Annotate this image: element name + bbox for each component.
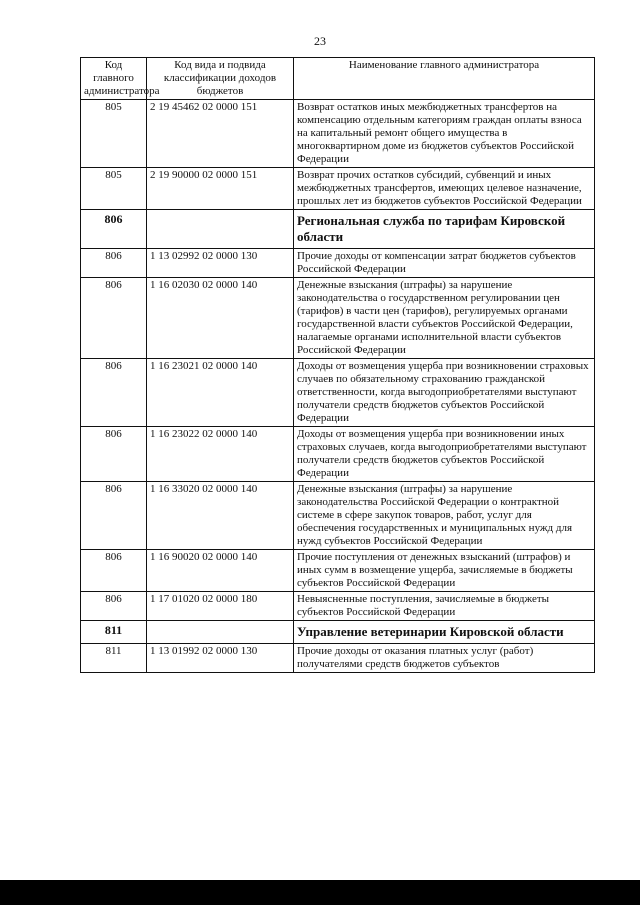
- table-header-row: [81, 58, 595, 100]
- page-number: 23: [314, 34, 326, 48]
- admin-code-cell: 806: [81, 278, 147, 359]
- table-row: [81, 359, 595, 427]
- admin-name-cell: Доходы от возмещения ущерба при возникновении иных страховых случаев, когда выгодоприобретателями выступают получатели средств бюджетов субъектов Российской Федерации: [294, 427, 595, 482]
- table-row: [81, 249, 595, 278]
- section-revenue-code: [147, 621, 294, 644]
- table-row: [81, 550, 595, 592]
- admin-name-cell: Прочие доходы от оказания платных услуг (работ) получателями средств бюджетов субъектов: [294, 644, 595, 673]
- admin-code-cell: 811: [81, 644, 147, 673]
- revenue-classification-table: [80, 57, 595, 673]
- revenue-code-cell: 1 17 01020 02 0000 180: [147, 592, 294, 621]
- admin-name-cell: Прочие доходы от компенсации затрат бюджетов субъектов Российской Федерации: [294, 249, 595, 278]
- admin-name-cell: Возврат прочих остатков субсидий, субвенций и иных межбюджетных трансфертов, имеющих целевое назначение, прошлых лет из бюджетов субъектов Российской Федерации: [294, 168, 595, 210]
- section-admin-name: Управление ветеринарии Кировской области: [294, 621, 595, 644]
- table-row: [81, 482, 595, 550]
- header-admin-code: Код главного администратора: [81, 58, 147, 100]
- table-row: [81, 644, 595, 673]
- revenue-code-cell: 2 19 45462 02 0000 151: [147, 100, 294, 168]
- table-row: [81, 592, 595, 621]
- section-admin-code: 806: [81, 210, 147, 249]
- revenue-code-cell: 1 13 02992 02 0000 130: [147, 249, 294, 278]
- revenue-code-cell: 1 16 23022 02 0000 140: [147, 427, 294, 482]
- table-row: [81, 100, 595, 168]
- admin-name-cell: Денежные взыскания (штрафы) за нарушение законодательства Российской Федерации о контрактной системе в сфере закупок товаров, работ, услуг для обеспечения государственных и муниципальных нужд для нужд субъектов Российской Федерации: [294, 482, 595, 550]
- section-revenue-code: [147, 210, 294, 249]
- section-row: [81, 621, 595, 644]
- table-row: [81, 278, 595, 359]
- revenue-code-cell: 1 13 01992 02 0000 130: [147, 644, 294, 673]
- admin-name-cell: Невыясненные поступления, зачисляемые в бюджеты субъектов Российской Федерации: [294, 592, 595, 621]
- admin-code-cell: 806: [81, 427, 147, 482]
- section-admin-code: 811: [81, 621, 147, 644]
- admin-code-cell: 806: [81, 550, 147, 592]
- admin-code-cell: 805: [81, 100, 147, 168]
- scan-edge-bar: [0, 880, 640, 905]
- admin-name-cell: Прочие поступления от денежных взысканий (штрафов) и иных сумм в возмещение ущерба, зачисляемые в бюджеты субъектов Российской Федерации: [294, 550, 595, 592]
- admin-code-cell: 805: [81, 168, 147, 210]
- table-row: [81, 427, 595, 482]
- revenue-code-cell: 1 16 33020 02 0000 140: [147, 482, 294, 550]
- revenue-code-cell: 1 16 90020 02 0000 140: [147, 550, 294, 592]
- header-admin-name: Наименование главного администратора: [294, 58, 595, 100]
- admin-code-cell: 806: [81, 359, 147, 427]
- table-row: [81, 168, 595, 210]
- admin-code-cell: 806: [81, 482, 147, 550]
- admin-name-cell: Возврат остатков иных межбюджетных трансфертов на компенсацию отдельным категориям граждан оплаты взноса на капитальный ремонт общего имущества в многоквартирном доме из бюджетов субъектов Российской Федерации: [294, 100, 595, 168]
- admin-code-cell: 806: [81, 249, 147, 278]
- section-admin-name: Региональная служба по тарифам Кировской области: [294, 210, 595, 249]
- revenue-code-cell: 2 19 90000 02 0000 151: [147, 168, 294, 210]
- revenue-code-cell: 1 16 02030 02 0000 140: [147, 278, 294, 359]
- admin-name-cell: Денежные взыскания (штрафы) за нарушение законодательства о государственном регулировании цен (тарифов) в части цен (тарифов), регулируемых органами государственной власти субъектов Российской Федерации, налагаемые органами исполнительной власти субъектов Российской Федерации: [294, 278, 595, 359]
- admin-code-cell: 806: [81, 592, 147, 621]
- header-revenue-code: Код вида и подвида классификации доходов бюджетов: [147, 58, 294, 100]
- section-row: [81, 210, 595, 249]
- revenue-code-cell: 1 16 23021 02 0000 140: [147, 359, 294, 427]
- admin-name-cell: Доходы от возмещения ущерба при возникновении страховых случаев по обязательному страхованию гражданской ответственности, когда выгодоприобретателями выступают получатели средств бюджетов субъектов Российской Федерации: [294, 359, 595, 427]
